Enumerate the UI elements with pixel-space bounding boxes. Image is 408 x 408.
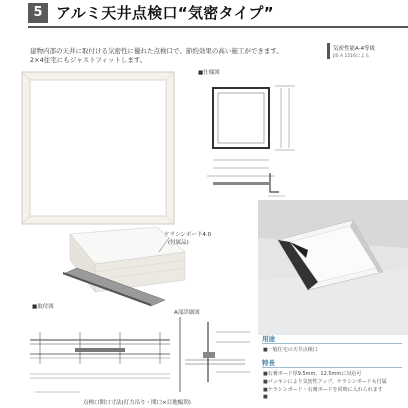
description-line-1: 建物内部の天井に取付ける気密性に優れた点検口で、節約効果の高い施工ができます。 bbox=[30, 47, 283, 55]
product-frame-photo bbox=[20, 70, 178, 228]
features-line-2: ■パッキンにより気密性アップ、ケラシンボードも付属 bbox=[263, 379, 387, 385]
detail-label: A部詳細図 bbox=[174, 310, 200, 316]
profile-drawing bbox=[265, 170, 290, 200]
features-line-3: ■ケラシンボード・石膏ボードを同時に入れられます bbox=[263, 387, 383, 393]
page-title: アルミ天井点検口“気密タイプ” bbox=[56, 4, 274, 22]
features-line-4: ■ bbox=[263, 394, 268, 400]
features-line-1: ■石膏ボード厚9.5mm、12.5mmに対応可 bbox=[263, 371, 362, 377]
features-title: 特長 bbox=[262, 359, 275, 367]
panel-note-2: (付属品) bbox=[168, 240, 189, 246]
install-label: ■取付図 bbox=[32, 304, 54, 310]
panel-note: ケラシンボード4.0 bbox=[164, 232, 212, 238]
inspection-caption: 点検口開口寸法(打力吊り・開口×目地幅別) bbox=[83, 400, 191, 406]
certification-label: 気密性能A-4等級 bbox=[333, 46, 376, 52]
usage-rule bbox=[262, 343, 402, 344]
install-drawing bbox=[20, 312, 255, 408]
section-number-badge: 5 bbox=[28, 3, 48, 23]
usage-title: 用途 bbox=[262, 335, 275, 343]
outline-label: ■仕様図 bbox=[198, 70, 220, 76]
installed-photo bbox=[258, 200, 408, 335]
features-rule bbox=[262, 367, 402, 368]
description-line-2: 2×4住宅にもジャストフィットします。 bbox=[30, 56, 147, 64]
cert-bar bbox=[327, 43, 330, 59]
usage-line-1: ■一般住宅の天井点検口 bbox=[263, 347, 318, 353]
header-rule bbox=[28, 26, 408, 28]
certification-sub: JIS A 1516による bbox=[333, 54, 370, 59]
